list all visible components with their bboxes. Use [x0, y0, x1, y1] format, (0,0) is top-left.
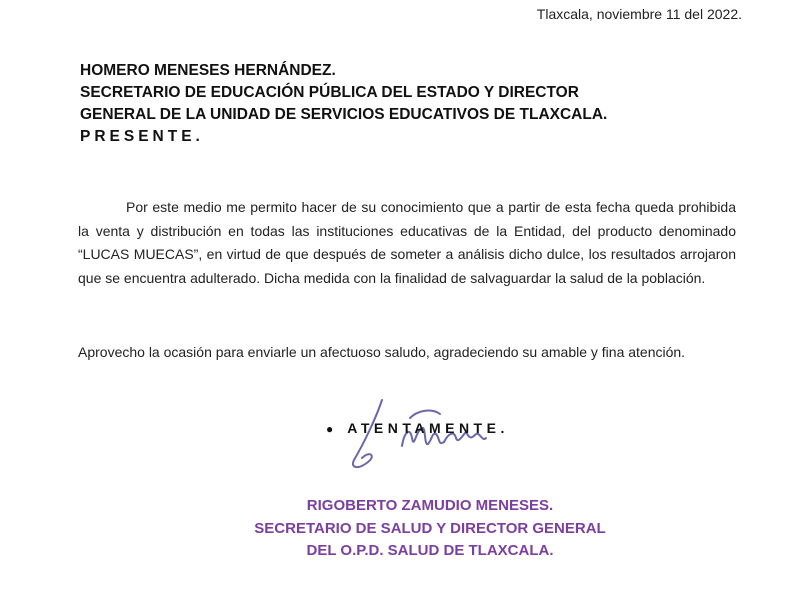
recipient-title-line-2: GENERAL DE LA UNIDAD DE SERVICIOS EDUCATIVOS DE TLAXCALA.	[80, 106, 608, 123]
sign-off-text: ATENTAMENTE.	[347, 420, 509, 436]
letter-date: Tlaxcala, noviembre 11 del 2022.	[536, 6, 742, 22]
signer-block	[250, 495, 610, 563]
recipient-name: HOMERO MENESES HERNÁNDEZ.	[80, 62, 336, 79]
salutation: PRESENTE.	[80, 128, 204, 145]
signer-title-line-2: DEL O.P.D. SALUD DE TLAXCALA.	[306, 542, 554, 559]
recipient-title-line-1: SECRETARIO DE EDUCACIÓN PÚBLICA DEL ESTADO Y DIRECTOR	[80, 84, 579, 101]
recipient-block	[80, 60, 607, 148]
bullet-icon: ●	[326, 422, 334, 436]
sign-off	[326, 420, 509, 436]
body-paragraph: Por este medio me permito hacer de su conocimiento que a partir de esta fecha queda prohibida la venta y distribución en todas las instituciones educativas de la Entidad, del producto denominado “LUCAS MUECAS”, en virtud de que después de someter a análisis dicho dulce, los resultados arrojaron que se encuentra adulterado. Dicha medida con la finalidad de salvaguardar la salud de la población.	[78, 199, 736, 286]
closing-paragraph: Aprovecho la ocasión para enviarle un afectuoso saludo, agradeciendo su amable y fina atención.	[78, 344, 686, 360]
signer-name: RIGOBERTO ZAMUDIO MENESES.	[306, 497, 554, 514]
signer-title-line-1: SECRETARIO DE SALUD Y DIRECTOR GENERAL	[254, 519, 606, 537]
handwritten-signature	[340, 388, 520, 488]
